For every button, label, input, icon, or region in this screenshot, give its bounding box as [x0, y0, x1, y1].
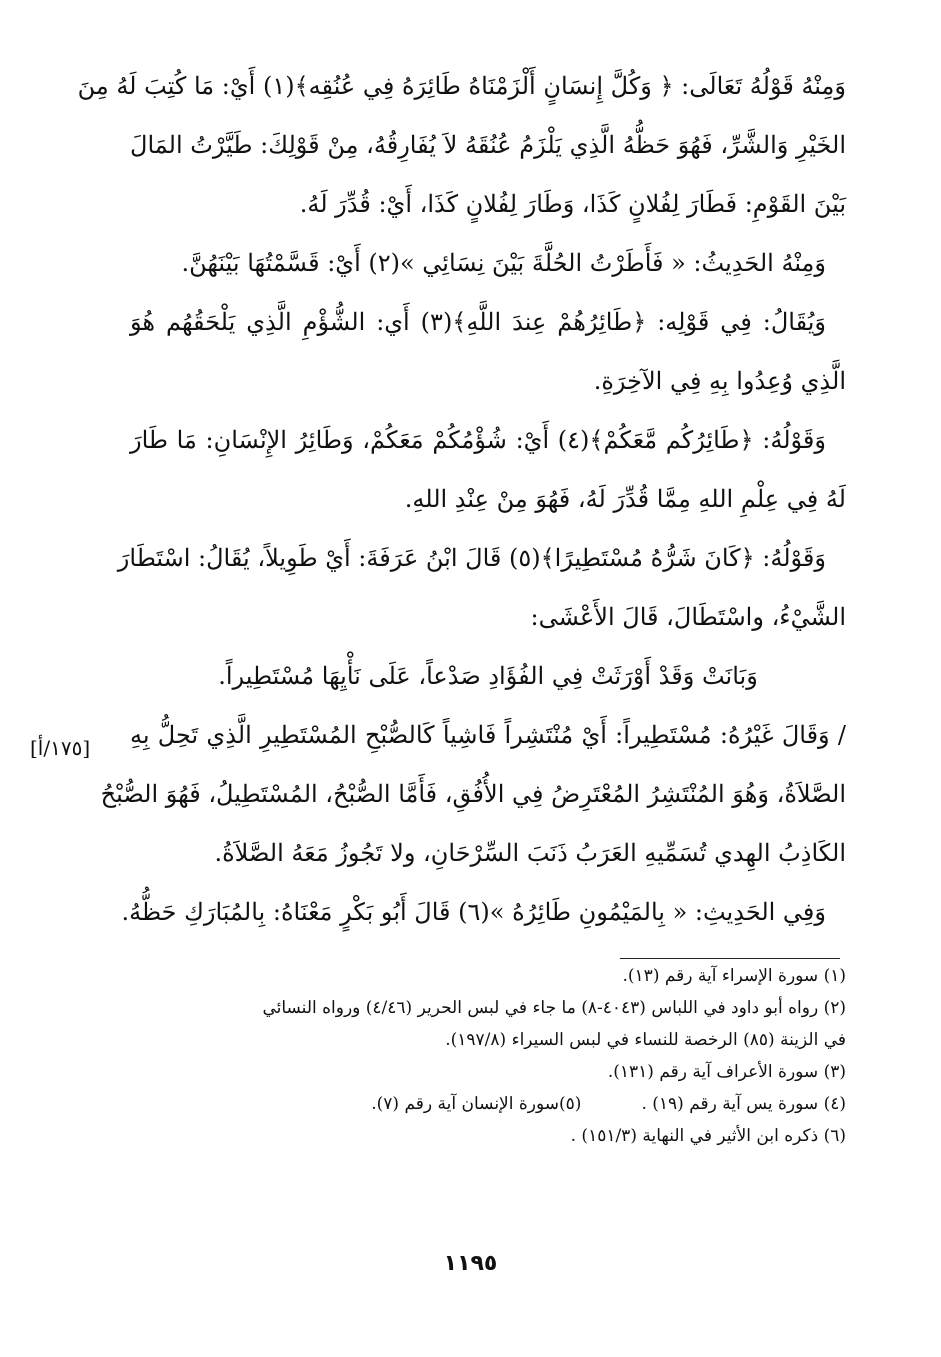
- text-line: وَمِنْهُ الحَدِيثُ: « فَأَطَرْتُ الحُلَّةَ بَيْنَ نِسَائِي »(٢) أَيْ: قَسَّمْتُهَا بَيْنَهُنَّ.: [181, 249, 826, 277]
- footnote-5: (٥)سورة الإنسان آية رقم (٧).: [371, 1094, 582, 1114]
- text-line: الَّذِي وُعِدُوا بِهِ فِي الآخِرَةِ.: [593, 367, 846, 395]
- footnote-2-line-2: في الزينة (٨٥) الرخصة للنساء في لبس السيراء (١٩٧/٨).: [445, 1030, 846, 1050]
- manuscript-folio-marker: [١٧٥/أ]: [30, 736, 91, 760]
- text-line: الخَيْرِ وَالشَّرِّ، فَهُوَ حَظُّهُ الَّذِي يَلْزَمُ عُنُقَهُ لاَ يُفَارِقُهُ، مِنْ قَوْلِكَ: طَيَّرْتُ المَالَ: [130, 131, 846, 159]
- text-line: وَفِي الحَدِيثِ: « بِالمَيْمُونِ طَائِرُهُ »(٦) قَالَ أَبُو بَكْرٍ مَعْنَاهُ: بِالمُبَارَكِ حَظُّهُ.: [121, 898, 826, 926]
- footnote-4: (٤) سورة يس آية رقم (١٩) .: [641, 1094, 846, 1114]
- text-line: وَمِنْهُ قَوْلُهُ تَعَالَى: ﴿ وَكُلَّ إِنسَانٍ أَلْزَمْنَاهُ طَائِرَهُ فِي عُنُقِه﴾(١) أَيْ: مَا كُتِبَ لَهُ مِنَ: [77, 72, 846, 100]
- text-line: لَهُ فِي عِلْمِ اللهِ مِمَّا قُدِّرَ لَهُ، فَهُوَ مِنْ عِنْدِ اللهِ.: [404, 485, 846, 513]
- page-number: ١١٩٥: [443, 1251, 498, 1276]
- main-text-body: [77, 72, 846, 957]
- footnote-6: (٦) ذكره ابن الأثير في النهاية (١٥١/٣) .: [570, 1126, 846, 1146]
- text-line: الكَاذِبُ الهِدي تُسَمِّيهِ العَرَبُ ذَنَبَ السِّرْحَانِ، ولا تَجُوزُ مَعَهُ الصَّلاَةُ.: [214, 839, 846, 867]
- footnotes: [130, 965, 846, 1157]
- text-line: وَيُقَالُ: فِي قَوْلِه: ﴿طَائِرُهُمْ عِندَ اللَّهِ﴾(٣) أَي: الشُّؤْمِ الَّذِي يَلْحَقُهُم هُوَ: [130, 308, 826, 336]
- text-line: / وَقَالَ غَيْرُهُ: مُسْتَطِيراً: أَيْ مُنْتَشِراً فَاشِياً كَالصُّبْحِ المُسْتَطِيرِ الَّذِي تَحِلُّ بِهِ: [130, 721, 846, 749]
- footnote-row-4-5: [130, 1093, 846, 1115]
- text-line: الصَّلاَةُ، وَهُوَ المُنْتَشِرُ المُعْتَرِضُ فِي الأُفُقِ، فَأَمَّا الصُّبْحُ، المُسْتَطِيلُ، فَهُوَ الصُّبْحُ: [100, 780, 846, 808]
- footnote-divider: [620, 958, 840, 959]
- footnote-1: (١) سورة الإسراء آية رقم (١٣).: [622, 966, 846, 986]
- text-line: الشَّيْءُ، واسْتَطَالَ، قَالَ الأَعْشَى:: [530, 603, 846, 631]
- text-line: وَقَوْلُهُ: ﴿طَائِرُكُم مَّعَكُمْ﴾(٤) أَيْ: شُؤْمُكُمْ مَعَكُمْ، وَطَائِرُ الإِنْسَانِ: مَا طَارَ: [130, 426, 826, 454]
- verse-line: وَبَانَتْ وَقَدْ أَوْرَثَتْ فِي الفُؤَادِ صَدْعاً، عَلَى نَأْيِهَا مُسْتَطِيراً.: [218, 662, 758, 690]
- text-line: وَقَوْلُهُ: ﴿كَانَ شَرُّهُ مُسْتَطِيرًا﴾(٥) قَالَ ابْنُ عَرَفَةَ: أَيْ طَوِيلاً، يُقَالُ: اسْتَطَارَ: [117, 544, 826, 572]
- text-line: بَيْنَ القَوْمِ: فَطَارَ لِفُلانٍ كَذَا، وَطَارَ لِفُلانٍ كَذَا، أَيْ: قُدِّرَ لَهُ.: [299, 190, 846, 218]
- footnote-3: (٣) سورة الأعراف آية رقم (١٣١).: [607, 1062, 846, 1082]
- footnote-2-line-1: (٢) رواه أبو داود في اللباس (٤٠٤٣-٨) ما جاء في لبس الحرير (٤/٤٦) ورواه النسائي: [262, 998, 846, 1018]
